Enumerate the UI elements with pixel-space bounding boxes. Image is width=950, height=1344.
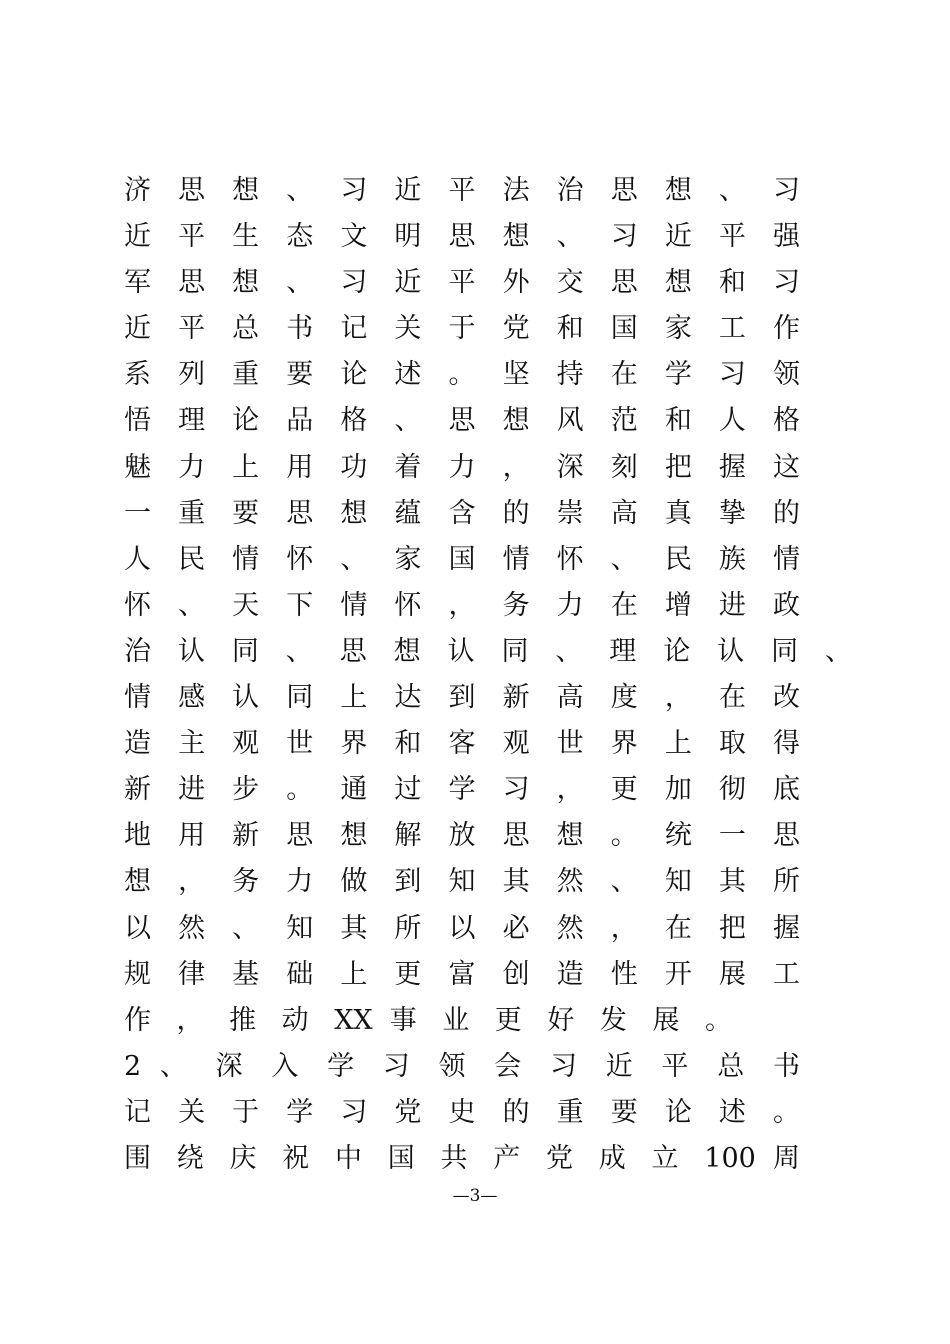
- text-line: 规 律 基 础 上 更 富 创 造 性 开 展 工: [124, 958, 800, 990]
- text-line: 军 思 想 、 习 近 平 外 交 思 想 和 习: [124, 267, 800, 299]
- text-line: 2 、 深 入 学 习 领 会 习 近 平 总 书: [124, 1050, 800, 1082]
- text-line: 围 绕 庆 祝 中 国 共 产 党 成 立 100 周: [124, 1142, 800, 1174]
- text-line: 新 进 步 。 通 过 学 习 ， 更 加 彻 底: [124, 774, 800, 806]
- page-number: —3—: [452, 1186, 498, 1206]
- text-line: 作 ， 推 动 XX 事 业 更 好 发 展 。: [124, 1004, 732, 1036]
- text-line: 近 平 总 书 记 关 于 党 和 国 家 工 作: [124, 313, 800, 345]
- text-line: 济 思 想 、 习 近 平 法 治 思 想 、 习: [124, 175, 800, 206]
- text-line: 治 认 同 、 思 想 认 同 、 理 论 认 同 、: [124, 635, 852, 667]
- text-line: 地 用 新 思 想 解 放 思 想 。 统 一 思: [124, 820, 800, 852]
- text-line: 悟 理 论 品 格 、 思 想 风 范 和 人 格: [124, 405, 800, 437]
- text-line: 近 平 生 态 文 明 思 想 、 习 近 平 强: [124, 221, 800, 253]
- text-line: 怀 、 天 下 情 怀 ， 务 力 在 增 进 政: [124, 589, 800, 621]
- text-line: 想 ， 务 力 做 到 知 其 然 、 知 其 所: [124, 866, 800, 898]
- text-line: 一 重 要 思 想 蕴 含 的 崇 高 真 挚 的: [124, 497, 800, 529]
- body-text: [124, 168, 852, 1182]
- text-line: 系 列 重 要 论 述 。 坚 持 在 学 习 领: [124, 359, 800, 391]
- text-line: 情 感 认 同 上 达 到 新 高 度 ， 在 改: [124, 682, 800, 714]
- text-line: 记 关 于 学 习 党 史 的 重 要 论 述 。: [124, 1096, 800, 1128]
- text-line: 以 然 、 知 其 所 以 必 然 ， 在 把 握: [124, 912, 800, 944]
- text-line: 魅 力 上 用 功 着 力 ， 深 刻 把 握 这: [124, 451, 800, 483]
- text-line: 造 主 观 世 界 和 客 观 世 界 上 取 得: [124, 728, 800, 760]
- text-line: 人 民 情 怀 、 家 国 情 怀 、 民 族 情: [124, 543, 800, 575]
